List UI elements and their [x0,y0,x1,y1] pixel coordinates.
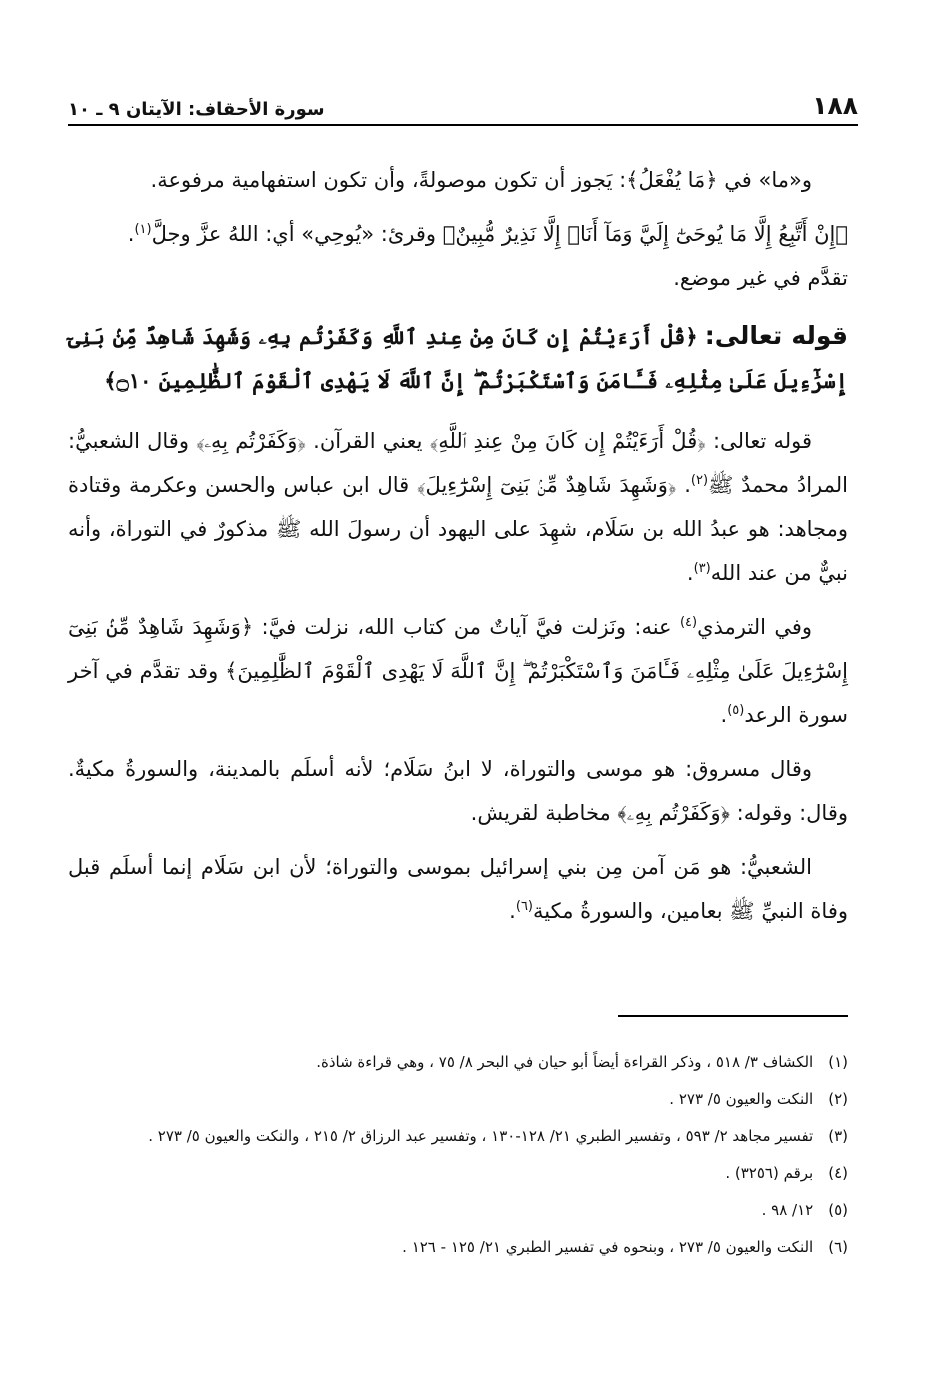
footnote-ref[interactable]: (١) [134,222,152,237]
footnote-text: النكت والعيون ٥/ ٢٧٣ . [669,1090,814,1108]
footnote [68,1122,848,1151]
footnote-ref[interactable]: (٦) [515,899,533,914]
paragraph-text: . ﴿وَشَهِدَ شَاهِدٌ مِّنۢ بَنِىٓ إِسْرَٰٓءِيلَ﴾ قال ابن عباس والحسن وعكرمة وقتادة ومجاهد: هو عبدُ الله بن سَلَام، شهِدَ على اليهود أن رسولَ الله ﷺ مذكورٌ في التوراة، وأنه نبيٌّ من عند الله [68,473,848,585]
paragraph: الشعبيُّ: هو مَن آمن مِن بني إسرائيل بموسى والتوراة؛ لأن ابن سَلَام إنما أسلَم قبل وفاة النبيِّ ﷺ بعامين، والسورةُ مكية$^{(٦)}$. [68,855,848,923]
footnote-divider [618,1015,848,1017]
paragraph-text: وفي الترمذي [697,615,813,639]
paragraph [68,747,848,835]
footnote-number: (٣) [828,1127,848,1145]
footnote-number: (٦) [828,1238,848,1256]
footnote-text: برقم (٣٢٥٦) . [725,1164,814,1182]
footnote [68,1048,848,1077]
verse-heading [68,314,848,403]
running-title: سورة الأحقاف: الآيتان ٩ ـ ١٠ [68,99,325,120]
footnote-ref[interactable]: (٣) [693,561,711,576]
page-number: ١٨٨ [812,91,858,120]
footnote [68,1196,848,1225]
footnote [68,1159,848,1188]
paragraph-text: تقدَّم في غير موضع. [673,266,848,290]
footnote [68,1085,848,1114]
paragraph-text: ﴿إِنْ أَتَّبِعُ إِلَّا مَا يُوحَىٰٓ إِلَيَّ وَمَآ أَنَا۠ إِلَّا نَذِيرٌ مُّبِينٌ﴾ وقرئ: «يُوحِي» أي: اللهُ عزَّ وجلَّ [151,222,848,246]
footnote-text: ١٢/ ٩٨ . [761,1201,814,1219]
paragraph: وفي الترمذي$^{(٤)}$ عنه: ونَزلت فيَّ آياتٌ من كتاب الله، نزلت فيَّ: ﴿وَشَهِدَ شَاهِدٌ مِّنۢ بَنِىٓ إِسْرَٰٓءِيلَ عَلَىٰ مِثْلِهِۦ فَـَٔامَنَ وَٱسْتَكْبَرْتُمْ ۖ إِنَّ ٱللَّهَ لَا يَهْدِى ٱلْقَوْمَ ٱلظَّٰلِمِينَ﴾ وقد تقدَّم في آخر سورة الرعد$^{(٥)}$. [68,615,848,727]
paragraph-text: عنه: ونَزلت فيَّ آياتٌ من كتاب الله، نزلت فيَّ: ﴿وَشَهِدَ شَاهِدٌ مِّنۢ بَنِىٓ إِسْرَٰٓءِيلَ عَلَىٰ مِثْلِهِۦ فَـَٔامَنَ وَٱسْتَكْبَرْتُمْ ۖ إِنَّ ٱللَّهَ لَا يَهْدِى ٱلْقَوْمَ ٱلظَّٰلِمِينَ﴾ وقد تقدَّم في آخر سورة الرعد [68,615,848,727]
verse-heading-text: ﴿قُلْ أَرَءَيْتُمْ إِن كَانَ مِنْ عِندِ ٱللَّهِ وَكَفَرْتُم بِهِۦ وَشَهِدَ شَاهِدٌ مِّنۢ بَنِىٓ إِسْرَٰٓءِيلَ عَلَىٰ مِثْلِهِۦ فَـَٔامَنَ وَٱسْتَكْبَرْتُمْ ۖ إِنَّ ٱللَّهَ لَا يَهْدِى ٱلْقَوْمَ ٱلظَّٰلِمِينَ ۝١٠﴾ [68,324,848,393]
paragraph-text: و«ما» في ﴿مَا يُفْعَلُ﴾: يَجوز أن تكون موصولةً، وأن تكون استفهامية مرفوعة. [150,168,812,192]
footnote-number: (٢) [828,1090,848,1108]
footnote-ref[interactable]: (٢) [690,473,709,488]
verse-heading-label: قوله تعالى: [704,321,848,350]
paragraph: ﴿إِنْ أَتَّبِعُ إِلَّا مَا يُوحَىٰٓ إِلَيَّ وَمَآ أَنَا۠ إِلَّا نَذِيرٌ مُّبِينٌ﴾ وقرئ: «يُوحِي» أي: اللهُ عزَّ وجلَّ$^{(١)}$. تقدَّم في غير موضع. [127,222,848,290]
footnote-ref[interactable]: (٤) [679,615,698,630]
paragraph [68,158,848,202]
paragraph-text: الشعبيُّ: هو مَن آمن مِن بني إسرائيل بموسى والتوراة؛ لأن ابن سَلَام إنما أسلَم قبل وفاة النبيِّ ﷺ بعامين، والسورةُ مكية [68,855,848,923]
footnote-text: تفسير مجاهد ٢/ ٥٩٣ ، وتفسير الطبري ٢١/ ١٢٨-١٣٠ ، وتفسير عبد الرزاق ٢/ ٢١٥ ، والنكت والعيون ٥/ ٢٧٣ . [148,1127,814,1145]
main-text [68,158,848,943]
paragraph-text: قوله تعالى: ﴿قُلْ أَرَءَيْتُمْ إِن كَانَ مِنْ عِندِ ٱللَّهِ﴾ يعني القرآن. ﴿وَكَفَرْتُم بِهِۦ﴾ وقال الشعبيُّ: المرادُ محمدٌ ﷺ [68,429,848,497]
paragraph: قوله تعالى: ﴿قُلْ أَرَءَيْتُمْ إِن كَانَ مِنْ عِندِ ٱللَّهِ﴾ يعني القرآن. ﴿وَكَفَرْتُم بِهِۦ﴾ وقال الشعبيُّ: المرادُ محمدٌ ﷺ$^{(٢)}$. ﴿وَشَهِدَ شَاهِدٌ مِّنۢ بَنِىٓ إِسْرَٰٓءِيلَ﴾ قال ابن عباس والحسن وعكرمة وقتادة ومجاهد: هو عبدُ الله بن سَلَام، شهِدَ على اليهود أن رسولَ الله ﷺ مذكورٌ في التوراة، وأنه نبيٌّ من عند الله$^{(٣)}$. [68,429,848,585]
footnote [68,1233,848,1262]
footnotes [68,1048,848,1270]
footnote-text: الكشاف ٣/ ٥١٨ ، وذكر القراءة أيضاً أبو حيان في البحر ٨/ ٧٥ ، وهي قراءة شاذة. [316,1053,814,1071]
footnote-text: النكت والعيون ٥/ ٢٧٣ ، وبنحوه في تفسير الطبري ٢١/ ١٢٥ - ١٢٦ . [402,1238,814,1256]
paragraph-text: وقال مسروق: هو موسى والتوراة، لا ابنُ سَلَام؛ لأنه أسلَم بالمدينة، والسورةُ مكيةٌ. وقال: وقوله: ﴿وَكَفَرْتُم بِهِۦ﴾ مخاطبة لقريش. [68,757,848,825]
footnote-number: (١) [828,1053,848,1071]
footnote-number: (٥) [828,1201,848,1219]
page-header [68,84,858,126]
footnote-number: (٤) [828,1164,848,1182]
footnote-ref[interactable]: (٥) [727,703,745,718]
